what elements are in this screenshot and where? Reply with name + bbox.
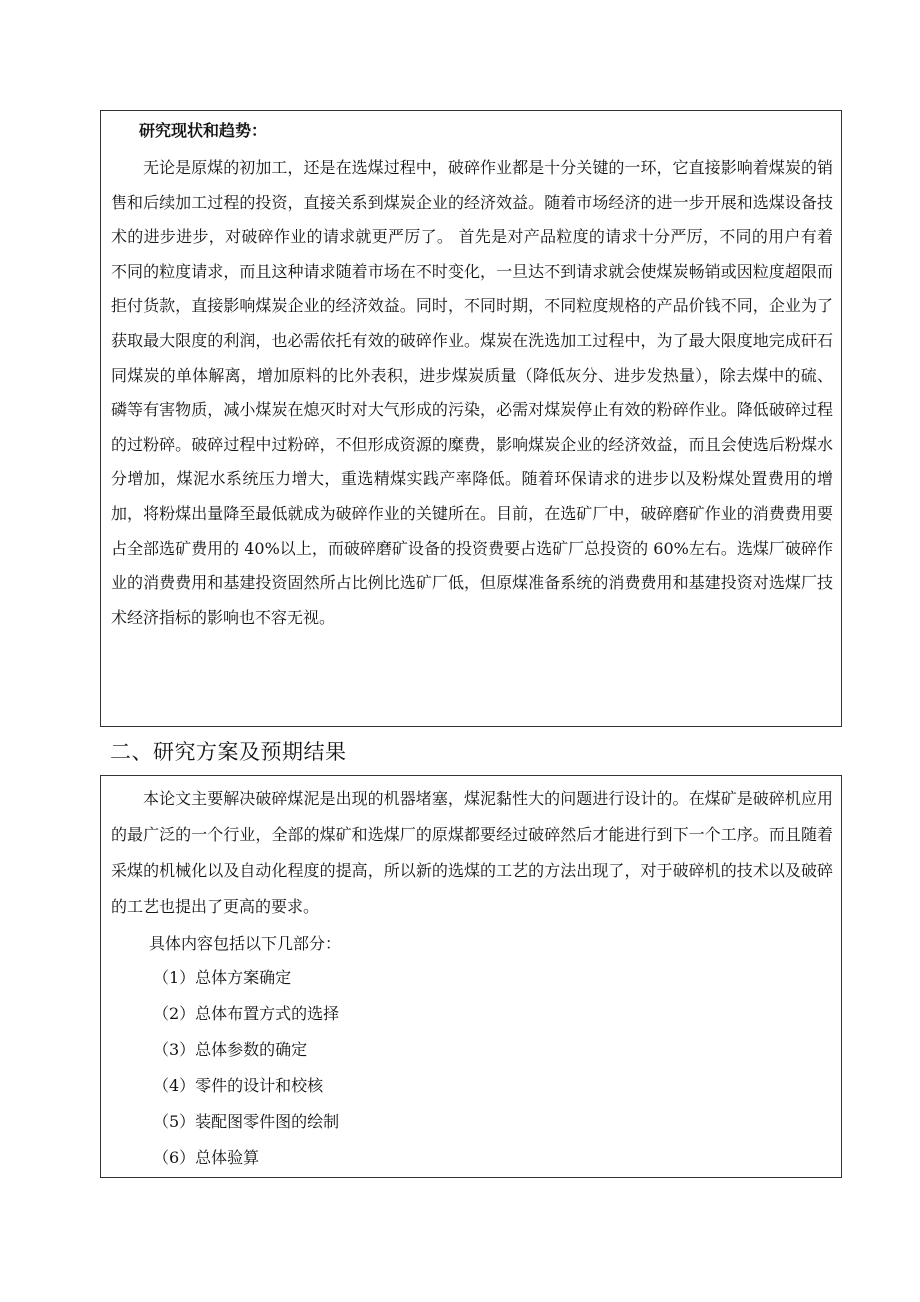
list-item: （6）总体验算	[153, 1148, 260, 1167]
research-status-paragraph: 无论是原煤的初加工，还是在选煤过程中，破碎作业都是十分关键的一环，它直接影响着煤炭的销售和后续加工过程的投资，直接关系到煤炭企业的经济效益。随着市场经济的进一步开展和选煤设备技术的进步进步，对破碎作业的请求就更严厉了。 首先是对产品粒度的请求十分严厉，不同的用户有着不同的粒度请求，而且这种请求随着市场在不时变化，一旦达不到请求就会使煤炭畅销或因粒度超限而拒付货款，直接影响煤炭企业的经济效益。同时，不同时期，不同粒度规格的产品价钱不同，企业为了获取最大限度的利润，也必需依托有效的破碎作业。煤炭在洗选加工过程中，为了最大限度地完成矸石同煤炭的单体解离，增加原料的比外表积，进步煤炭质量（降低灰分、进步发热量），除去煤中的硫、磷等有害物质，减小煤炭在熄灭时对大气形成的污染，必需对煤炭停止有效的粉碎作业。降低破碎过程的过粉碎。破碎过程中过粉碎，不但形成资源的糜费，影响煤炭企业的经济效益，而且会使选后粉煤水分增加，煤泥水系统压力增大，重选精煤实践产率降低。随着环保请求的进步以及粉煤处置费用的增加，将粉煤出量降至最低就成为破碎作业的关键所在。目前，在选矿厂中，破碎磨矿作业的消费费用要占全部选矿费用的 40%以上，而破碎磨矿设备的投资费要占选矿厂总投资的 60%左右。选煤厂破碎作业的消费费用和基建投资固然所占比例比选矿厂低，但原煤准备系统的消费费用和基建投资对选煤厂技术经济指标的影响也不容无视。	[111, 158, 833, 627]
list-item: （5）装配图零件图的绘制	[153, 1112, 340, 1131]
content-intro: 具体内容包括以下几部分：	[149, 934, 342, 953]
section-title: 二、研究方案及预期结果	[110, 740, 347, 764]
research-status-box	[100, 110, 842, 727]
research-status-heading: 研究现状和趋势：	[139, 121, 268, 140]
list-item: （4）零件的设计和校核	[153, 1076, 324, 1095]
list-item: （3）总体参数的确定	[153, 1040, 308, 1059]
list-item: （1）总体方案确定	[153, 968, 292, 987]
research-plan-paragraph: 本论文主要解决破碎煤泥是出现的机器堵塞，煤泥黏性大的问题进行设计的。在煤矿是破碎机应用的最广泛的一个行业，全部的煤矿和选煤厂的原煤都要经过破碎然后才能进行到下一个工序。而且随着采煤的机械化以及自动化程度的提高，所以新的选煤的工艺的方法出现了，对于破碎机的技术以及破碎的工艺也提出了更高的要求。	[111, 789, 833, 916]
list-item: （2）总体布置方式的选择	[153, 1004, 340, 1023]
research-plan-box	[100, 775, 842, 1178]
content-list	[153, 966, 339, 1182]
